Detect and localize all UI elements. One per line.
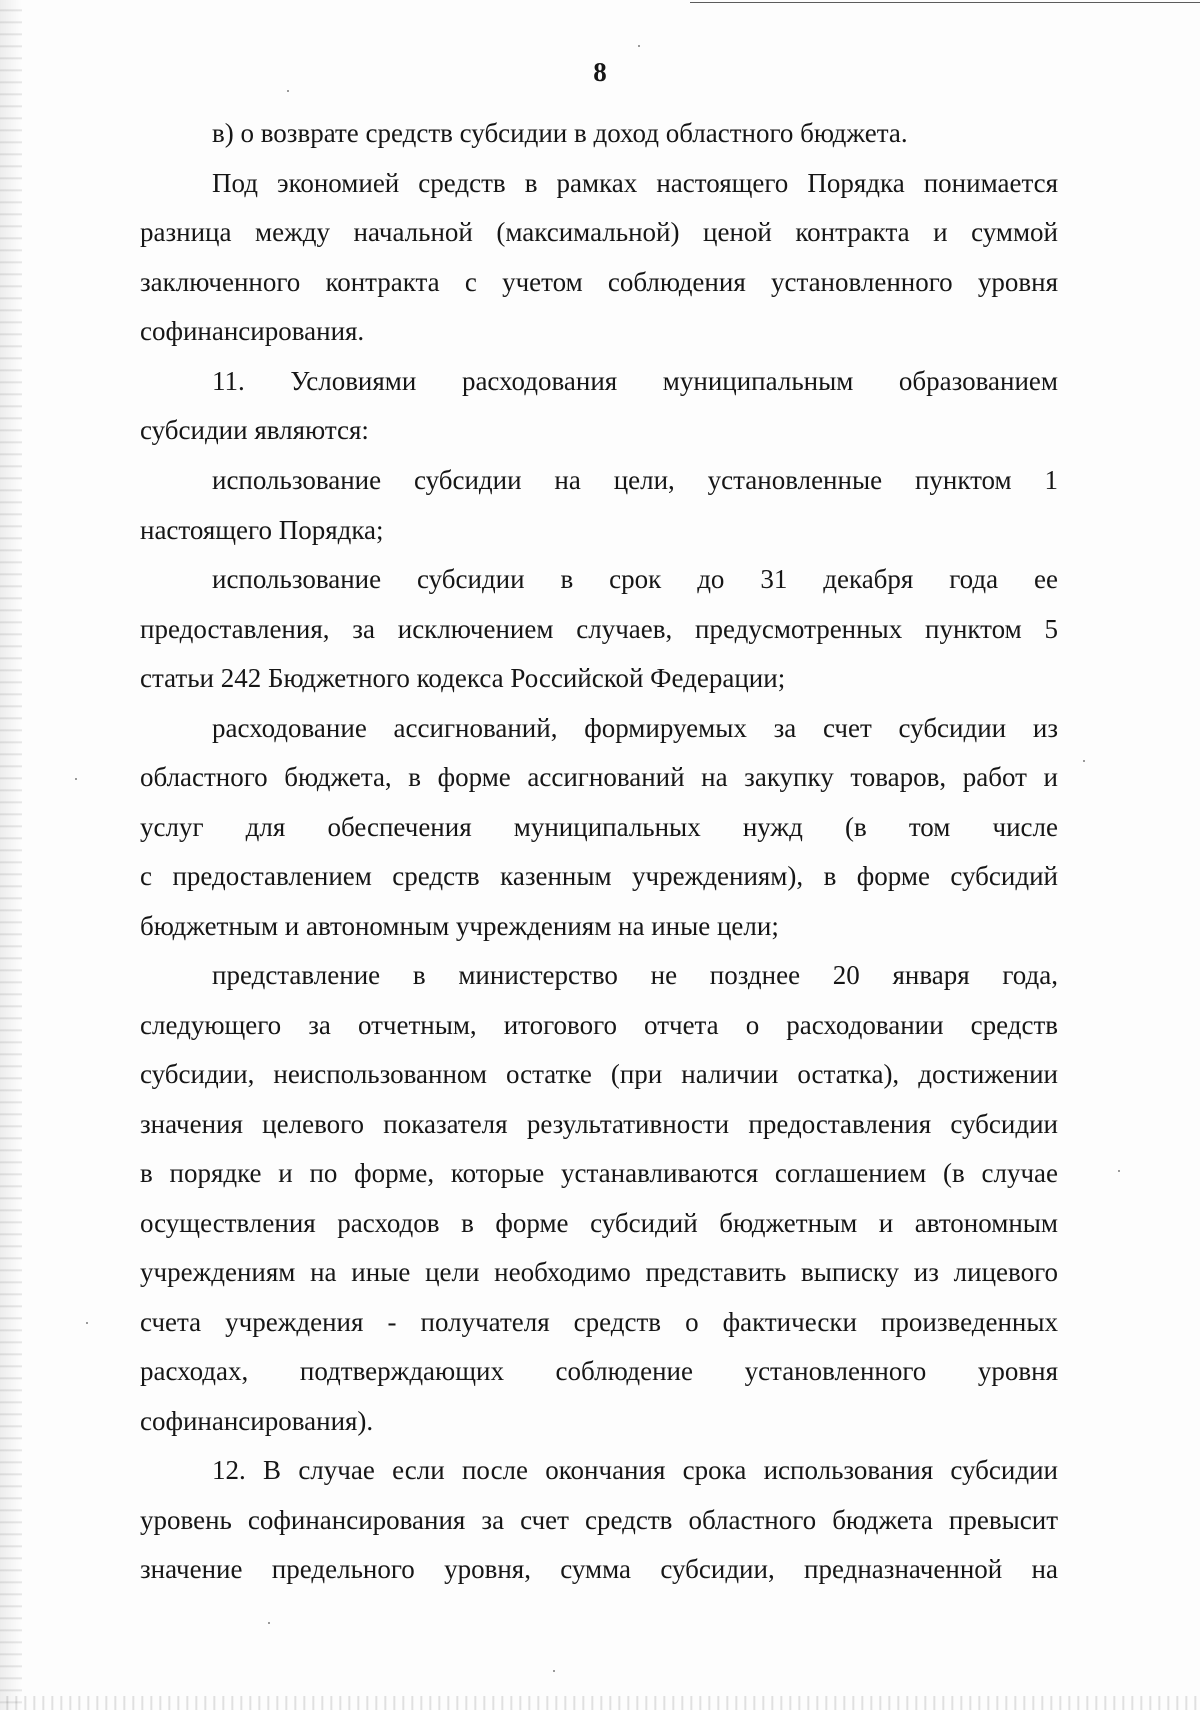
text-line: счета учреждения - получателя средств о фактически произведенных bbox=[140, 1307, 1058, 1337]
text-line: уровень софинансирования за счет средств областного бюджета превысит bbox=[140, 1505, 1058, 1535]
text-line: учреждениям на иные цели необходимо представить выписку из лицевого bbox=[140, 1257, 1058, 1287]
text-line: представление в министерство не позднее 20 января года, bbox=[212, 960, 1058, 990]
text-line: софинансирования. bbox=[140, 316, 365, 346]
text-line: использование субсидии в срок до 31 декабря года ее bbox=[212, 564, 1058, 594]
text-line: разница между начальной (максимальной) ценой контракта и суммой bbox=[140, 217, 1058, 247]
scan-speck bbox=[553, 1670, 555, 1672]
text-line: в порядке и по форме, которые устанавливаются соглашением (в случае bbox=[140, 1158, 1058, 1188]
text-line: использование субсидии на цели, установленные пунктом 1 bbox=[212, 465, 1058, 495]
scan-bottom-edge bbox=[0, 1696, 1200, 1710]
scan-speck bbox=[1118, 1170, 1120, 1172]
scan-speck bbox=[86, 1322, 88, 1324]
scan-speck bbox=[638, 45, 640, 47]
text-line: бюджетным и автономным учреждениям на иные цели; bbox=[140, 911, 779, 941]
text-line: с предоставлением средств казенным учреждениям), в форме субсидий bbox=[140, 861, 1058, 891]
text-line: предоставления, за исключением случаев, предусмотренных пунктом 5 bbox=[140, 614, 1058, 644]
text-line: осуществления расходов в форме субсидий бюджетным и автономным bbox=[140, 1208, 1058, 1238]
text-line: Под экономией средств в рамках настоящего Порядка понимается bbox=[212, 168, 1058, 198]
text-line: в) о возврате средств субсидии в доход областного бюджета. bbox=[212, 118, 908, 148]
scan-speck bbox=[1083, 760, 1085, 762]
scan-speck bbox=[268, 1622, 270, 1624]
text-line: статьи 242 Бюджетного кодекса Российской Федерации; bbox=[140, 663, 786, 693]
text-line: значения целевого показателя результативности предоставления субсидии bbox=[140, 1109, 1058, 1139]
text-line: субсидии, неиспользованном остатке (при наличии остатка), достижении bbox=[140, 1059, 1058, 1089]
text-line: 12. В случае если после окончания срока использования субсидии bbox=[212, 1455, 1058, 1485]
page-number: 8 bbox=[593, 57, 607, 87]
text-line: расходах, подтверждающих соблюдение установленного уровня bbox=[140, 1356, 1058, 1386]
text-line: настоящего Порядка; bbox=[140, 515, 384, 545]
text-line: следующего за отчетным, итогового отчета о расходовании средств bbox=[140, 1010, 1058, 1040]
text-line: областного бюджета, в форме ассигнований на закупку товаров, работ и bbox=[140, 762, 1058, 792]
scan-top-line bbox=[690, 2, 1200, 3]
text-line: заключенного контракта с учетом соблюдения установленного уровня bbox=[140, 267, 1058, 297]
text-line: значение предельного уровня, сумма субсидии, предназначенной на bbox=[140, 1554, 1058, 1584]
text-line: расходование ассигнований, формируемых за счет субсидии из bbox=[212, 713, 1058, 743]
text-line: 11. Условиями расходования муниципальным образованием bbox=[212, 366, 1058, 396]
text-line: услуг для обеспечения муниципальных нужд (в том числе bbox=[140, 812, 1058, 842]
scan-left-edge bbox=[0, 0, 22, 1710]
scan-speck bbox=[75, 778, 77, 780]
text-line: софинансирования). bbox=[140, 1406, 374, 1436]
text-line: субсидии являются: bbox=[140, 415, 369, 445]
